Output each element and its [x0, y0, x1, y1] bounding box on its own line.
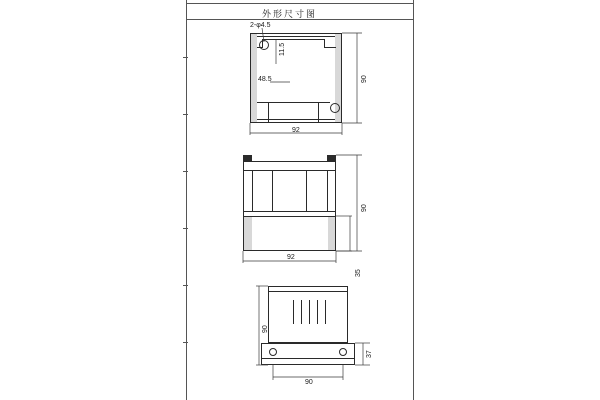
top-view-pocket-top — [268, 102, 318, 103]
front-view-lower-band — [243, 216, 336, 217]
frame-right-border — [413, 0, 414, 400]
front-view-rib-4 — [327, 170, 328, 211]
margin-tick — [183, 285, 188, 286]
front-view-dim-width: 92 — [287, 254, 295, 261]
mounting-hole-top-left — [259, 40, 269, 50]
front-view-dim-depth: 35 — [355, 269, 362, 277]
top-view-pocket-step-left — [257, 102, 268, 103]
top-view-dim-height: 90 — [361, 75, 368, 83]
front-view-left-foot — [244, 217, 252, 250]
side-view-slot-1 — [293, 300, 294, 324]
margin-tick — [183, 114, 188, 115]
top-view-notch-right — [324, 39, 325, 47]
top-view-dim-width: 92 — [292, 127, 300, 134]
margin-tick — [183, 57, 188, 58]
side-view-dim-height: 90 — [262, 325, 269, 333]
side-view-outline — [268, 286, 348, 343]
side-view-base-inner-line — [261, 358, 355, 359]
top-view-pocket-left — [268, 102, 269, 122]
front-view-rib-2 — [272, 170, 273, 211]
front-view-mid-band — [243, 211, 336, 212]
frame-left-border — [186, 0, 187, 400]
front-view-dim-height: 90 — [361, 204, 368, 212]
side-view-slot-5 — [325, 300, 326, 324]
mounting-hole-bottom-right — [330, 103, 340, 113]
front-view-rib-1 — [252, 170, 253, 211]
side-view-slot-2 — [301, 300, 302, 324]
margin-tick — [183, 228, 188, 229]
top-view-dim-inner-mid: 48.5 — [258, 76, 272, 83]
side-view-base-bottom-line — [266, 364, 350, 365]
top-view-hole-note: 2-φ4.5 — [250, 22, 271, 29]
top-view-notch-step-right — [324, 47, 336, 48]
side-view-pivot-right — [339, 348, 347, 356]
front-view-right-foot — [328, 217, 335, 250]
top-view-pocket-right — [318, 102, 319, 122]
front-view-outline — [243, 161, 336, 251]
side-view-pivot-left — [269, 348, 277, 356]
front-view-top-band — [243, 170, 336, 171]
top-view-dim-inner-small: 11.5 — [279, 42, 286, 56]
side-view-dim-side: 37 — [366, 350, 373, 358]
frame-top-border — [186, 3, 414, 4]
margin-tick — [183, 342, 188, 343]
side-view-slot-3 — [309, 300, 310, 324]
top-view-pocket-step-right — [318, 102, 330, 103]
front-view-rib-3 — [306, 170, 307, 211]
side-view-slot-4 — [317, 300, 318, 324]
side-view-dim-width: 90 — [305, 379, 313, 386]
drawing-title: 外形尺寸图 — [262, 9, 318, 19]
margin-tick — [183, 171, 188, 172]
side-view-top-edge — [268, 291, 348, 292]
top-view-notch-top — [262, 39, 324, 40]
